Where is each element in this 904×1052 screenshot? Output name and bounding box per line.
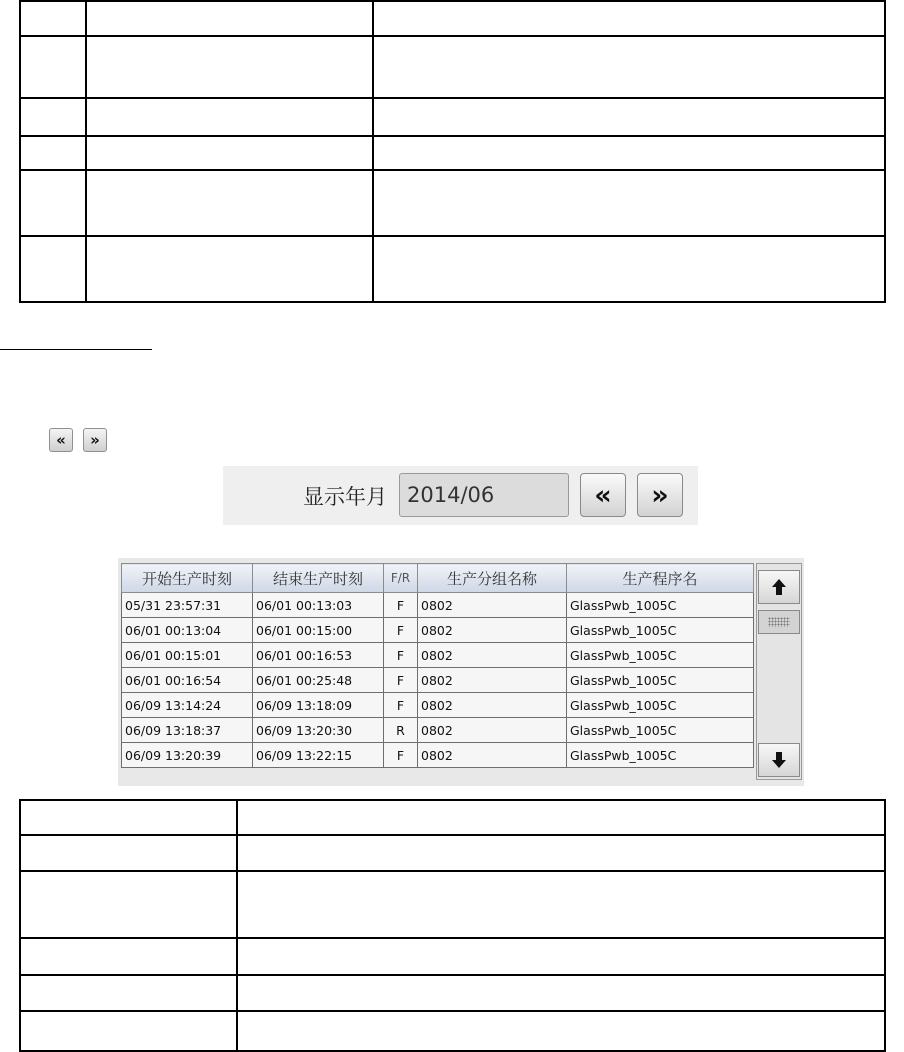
table-row	[20, 36, 885, 98]
table-row[interactable]	[122, 668, 754, 693]
end-time-cell: 06/09 13:20:30	[253, 718, 384, 743]
start-time-cell: 06/09 13:18:37	[122, 718, 253, 743]
program-name-cell: GlassPwb_1005C	[567, 693, 754, 718]
production-history-table	[121, 563, 754, 768]
prev-month-button[interactable]	[580, 473, 626, 517]
vertical-scrollbar[interactable]	[756, 563, 802, 780]
double-chevron-right-icon: »	[90, 430, 100, 449]
bottom-description-table	[19, 799, 886, 1052]
table-row	[20, 1, 885, 36]
column-header-group-name[interactable]: 生产分组名称	[418, 564, 567, 593]
start-time-cell: 06/09 13:14:24	[122, 693, 253, 718]
fr-cell: F	[384, 668, 418, 693]
month-label: 显示年月	[303, 485, 387, 509]
fr-cell: F	[384, 593, 418, 618]
grip-icon	[768, 617, 790, 627]
table-row[interactable]	[122, 693, 754, 718]
end-time-cell: 06/01 00:15:00	[253, 618, 384, 643]
table-row[interactable]	[122, 718, 754, 743]
column-header-end-time[interactable]: 结束生产时刻	[253, 564, 384, 593]
production-history-panel	[118, 558, 804, 786]
group-name-cell: 0802	[418, 743, 567, 768]
arrow-down-icon	[772, 752, 786, 768]
program-name-cell: GlassPwb_1005C	[567, 593, 754, 618]
fr-cell: R	[384, 718, 418, 743]
table-row	[20, 236, 885, 302]
program-name-cell: GlassPwb_1005C	[567, 668, 754, 693]
arrow-up-icon	[772, 579, 786, 595]
end-time-cell: 06/01 00:13:03	[253, 593, 384, 618]
scroll-up-button[interactable]	[758, 570, 800, 604]
start-time-cell: 06/01 00:16:54	[122, 668, 253, 693]
start-time-cell: 05/31 23:57:31	[122, 593, 253, 618]
fr-cell: F	[384, 643, 418, 668]
program-name-cell: GlassPwb_1005C	[567, 718, 754, 743]
next-month-button[interactable]	[637, 473, 683, 517]
column-header-fr[interactable]: F/R	[384, 564, 418, 593]
group-name-cell: 0802	[418, 643, 567, 668]
program-name-cell: GlassPwb_1005C	[567, 618, 754, 643]
fr-cell: F	[384, 743, 418, 768]
table-row[interactable]	[122, 743, 754, 768]
end-time-cell: 06/01 00:16:53	[253, 643, 384, 668]
program-name-cell: GlassPwb_1005C	[567, 743, 754, 768]
inline-prev-button[interactable]	[49, 428, 73, 452]
table-row	[20, 835, 885, 871]
scroll-down-button[interactable]	[758, 743, 800, 777]
table-row	[20, 938, 885, 975]
group-name-cell: 0802	[418, 668, 567, 693]
start-time-cell: 06/01 00:15:01	[122, 643, 253, 668]
top-description-table	[19, 0, 886, 303]
column-header-program-name[interactable]: 生产程序名	[567, 564, 754, 593]
start-time-cell: 06/01 00:13:04	[122, 618, 253, 643]
month-input[interactable]: 2014/06	[399, 473, 569, 517]
month-selector-panel	[223, 466, 698, 525]
fr-cell: F	[384, 693, 418, 718]
fr-cell: F	[384, 618, 418, 643]
program-name-cell: GlassPwb_1005C	[567, 643, 754, 668]
table-row[interactable]	[122, 643, 754, 668]
start-time-cell: 06/09 13:20:39	[122, 743, 253, 768]
table-row	[20, 800, 885, 835]
end-time-cell: 06/09 13:18:09	[253, 693, 384, 718]
double-chevron-right-icon: »	[651, 479, 669, 511]
table-row	[20, 136, 885, 170]
table-row	[20, 871, 885, 938]
group-name-cell: 0802	[418, 593, 567, 618]
end-time-cell: 06/01 00:25:48	[253, 668, 384, 693]
table-row	[20, 1011, 885, 1051]
header-row	[122, 564, 754, 593]
inline-next-button[interactable]	[83, 428, 107, 452]
double-chevron-left-icon: «	[594, 479, 612, 511]
end-time-cell: 06/09 13:22:15	[253, 743, 384, 768]
group-name-cell: 0802	[418, 718, 567, 743]
column-header-start-time[interactable]: 开始生产时刻	[122, 564, 253, 593]
table-row[interactable]	[122, 593, 754, 618]
table-row	[20, 170, 885, 236]
section-underline	[0, 349, 152, 350]
table-row[interactable]	[122, 618, 754, 643]
table-row	[20, 98, 885, 136]
group-name-cell: 0802	[418, 618, 567, 643]
group-name-cell: 0802	[418, 693, 567, 718]
scroll-thumb[interactable]	[758, 610, 800, 634]
table-row	[20, 975, 885, 1011]
double-chevron-left-icon: «	[56, 430, 66, 449]
